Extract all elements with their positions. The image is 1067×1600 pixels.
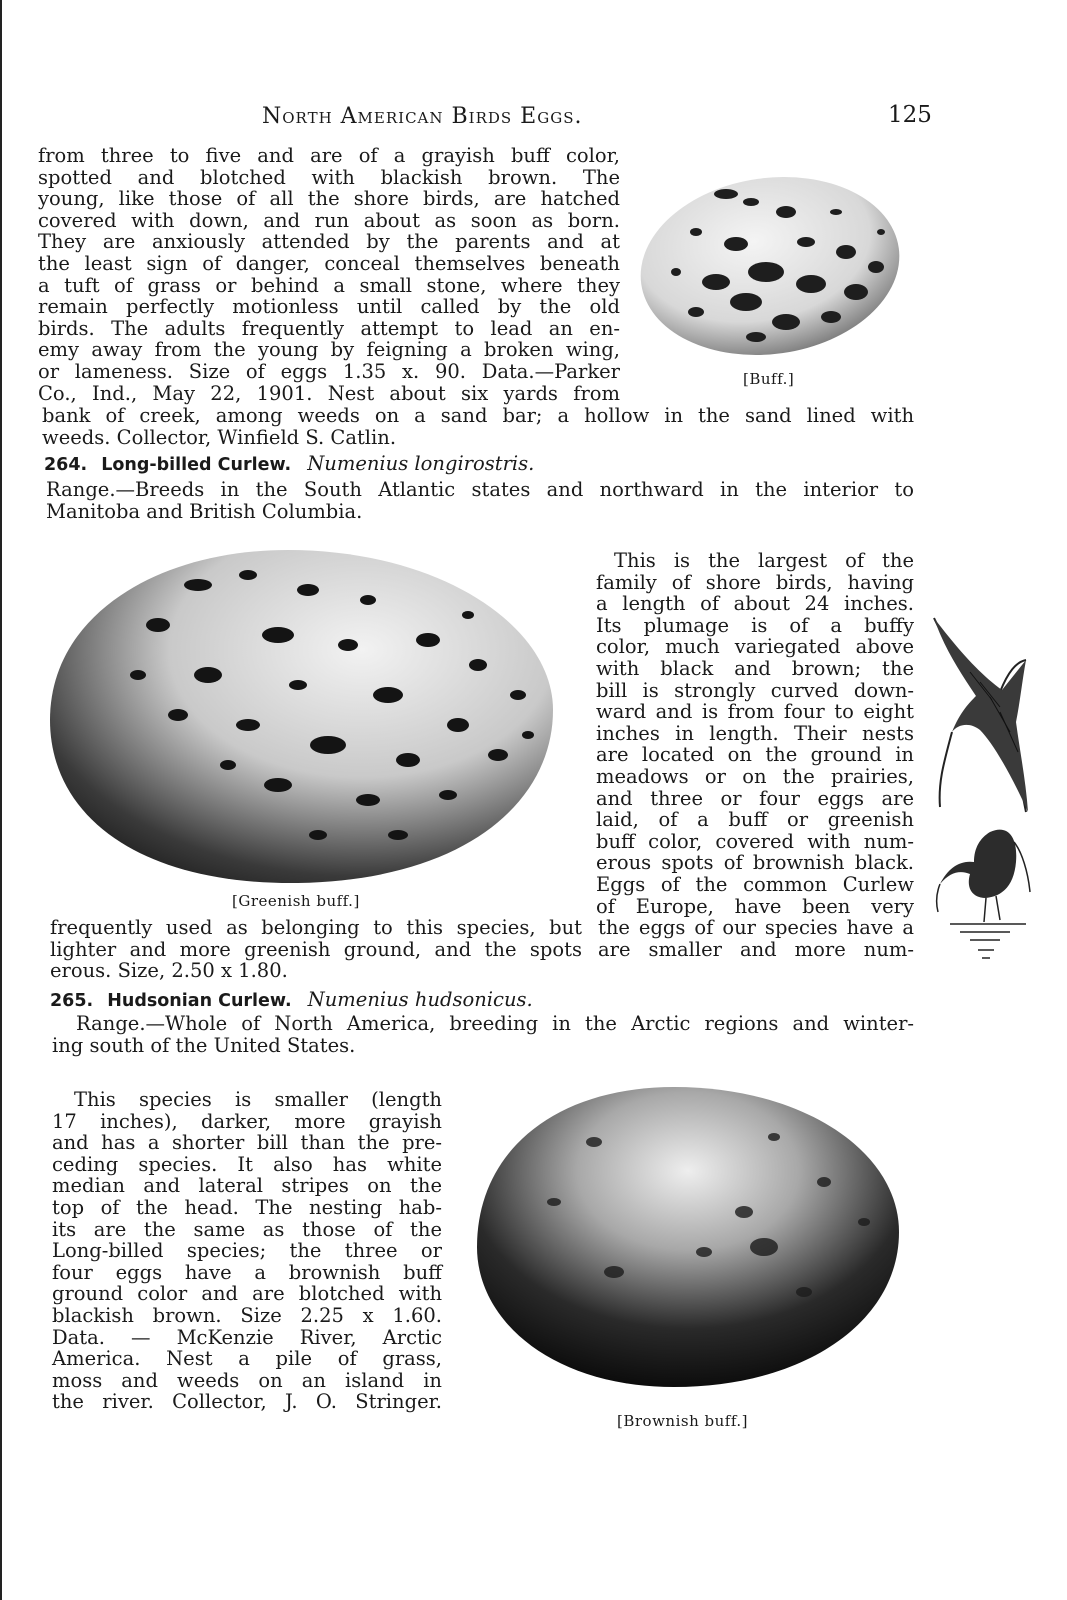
species-common-name: Hudsonian Curlew. <box>107 991 292 1011</box>
species-heading-264 <box>44 452 534 475</box>
brownish-buff-egg-image <box>474 1082 904 1392</box>
text-line: America. Nest a pile of grass, <box>52 1347 442 1371</box>
text-line: This species is smaller (length <box>74 1088 442 1111</box>
text-line: ing south of the United States. <box>52 1033 356 1057</box>
page-number: 125 <box>888 102 932 128</box>
egg-caption-greenish-buff: [Greenish buff.] <box>232 892 360 910</box>
text-line: ward and is from four to eight <box>596 700 914 724</box>
species-number: 264. <box>44 455 88 475</box>
text-line: color, much variegated above <box>596 635 914 659</box>
text-line: erous. Size, 2.50 x 1.80. <box>50 959 288 983</box>
text-line: young, like those of all the shore birds, are hatched <box>38 187 620 211</box>
text-line: bank of creek, among weeds on a sand bar; a hollow in the sand lined with <box>42 404 914 427</box>
text-line: with black and brown; the <box>596 656 914 680</box>
greenish-buff-egg-image <box>48 545 560 890</box>
text-line: Range.—Breeds in the South Atlantic states and northward in the interior to <box>46 478 914 501</box>
text-line: inches in length. Their nests <box>596 721 914 745</box>
text-line: emy away from the young by feigning a broken wing, <box>38 338 620 362</box>
text-line: a tuft of grass or behind a small stone, where they <box>38 273 620 297</box>
text-line: bill is strongly curved down- <box>596 678 914 702</box>
text-line: ground color and are blotched with <box>52 1282 442 1306</box>
text-line: Long-billed species; the three or <box>52 1239 442 1263</box>
text-line: lighter and more greenish ground, and the spots <box>50 937 582 961</box>
top-paragraph-wide <box>42 405 914 448</box>
text-line: a length of about 24 inches. <box>596 592 914 616</box>
buff-egg-image <box>636 172 904 360</box>
text-line: covered with down, and run about as soon as born. <box>38 208 620 232</box>
text-line: of Europe, have been very <box>596 894 914 918</box>
species-scientific-name: Numenius longirostris. <box>307 452 535 475</box>
species-264-continued-right <box>598 917 914 960</box>
text-line: median and lateral stripes on the <box>52 1174 442 1198</box>
text-line: moss and weeds on an island in <box>52 1368 442 1392</box>
text-line: are located on the ground in <box>596 743 914 767</box>
egg-caption-brownish-buff: [Brownish buff.] <box>617 1412 748 1430</box>
text-line: or lameness. Size of eggs 1.35 x. 90. Data.—Parker <box>38 359 620 383</box>
text-line: Manitoba and British Columbia. <box>46 499 363 523</box>
text-line: Eggs of the common Curlew <box>596 872 914 896</box>
text-line: its are the same as those of the <box>52 1217 442 1241</box>
text-line: weeds. Collector, Winfield S. Catlin. <box>42 425 397 449</box>
text-line: meadows or on the prairies, <box>596 764 914 788</box>
text-line: the eggs of our species have a <box>598 916 914 939</box>
egg-caption-buff: [Buff.] <box>743 370 795 388</box>
text-line: family of shore birds, having <box>596 570 914 594</box>
text-line: Data. — McKenzie River, Arctic <box>52 1325 442 1349</box>
species-heading-265 <box>50 988 533 1011</box>
text-line: remain perfectly motionless until called by the old <box>38 295 620 319</box>
species-scientific-name: Numenius hudsonicus. <box>307 988 533 1011</box>
text-line: and has a shorter bill than the pre- <box>52 1131 442 1155</box>
species-number: 265. <box>50 991 94 1011</box>
text-line: Its plumage is of a buffy <box>596 613 914 637</box>
text-line: the least sign of danger, conceal themselves beneath <box>38 251 620 275</box>
text-line: Co., Ind., May 22, 1901. Nest about six yards from <box>38 381 620 405</box>
text-line: spotted and blotched with blackish brown. The <box>38 165 620 189</box>
text-line: the river. Collector, J. O. Stringer. <box>52 1390 442 1414</box>
text-line: blackish brown. Size 2.25 x 1.60. <box>52 1303 442 1327</box>
text-line: and three or four eggs are <box>596 786 914 810</box>
text-line: laid, of a buff or greenish <box>596 808 914 832</box>
text-line: birds. The adults frequently attempt to lead an en- <box>38 316 620 340</box>
text-line: ceding species. It also has white <box>52 1152 442 1176</box>
text-line: are smaller and more num- <box>598 937 914 961</box>
text-line: Range.—Whole of North America, breeding in the Arctic regions and winter- <box>76 1012 914 1035</box>
page-edge <box>0 0 2 1600</box>
top-paragraph <box>38 145 620 404</box>
text-line: buff color, covered with num- <box>596 829 914 853</box>
species-264-continued-left <box>50 917 582 982</box>
species-264-range <box>46 479 914 522</box>
species-265-description <box>52 1089 442 1413</box>
species-265-range <box>52 1013 914 1056</box>
text-line: erous spots of brownish black. <box>596 851 914 875</box>
running-title: North American Birds Eggs. <box>262 104 583 129</box>
text-line: top of the head. The nesting hab- <box>52 1195 442 1219</box>
species-264-description <box>596 550 914 917</box>
text-line: four eggs have a brownish buff <box>52 1260 442 1284</box>
text-line: This is the largest of the <box>614 549 914 572</box>
text-line: frequently used as belonging to this species, but <box>50 916 582 939</box>
text-line: from three to five and are of a grayish buff color, <box>38 144 620 167</box>
species-common-name: Long-billed Curlew. <box>101 455 292 475</box>
text-line: They are anxiously attended by the parents and at <box>38 230 620 254</box>
text-line: 17 inches), darker, more grayish <box>52 1109 442 1133</box>
curlew-bird-illustration <box>930 612 1034 972</box>
